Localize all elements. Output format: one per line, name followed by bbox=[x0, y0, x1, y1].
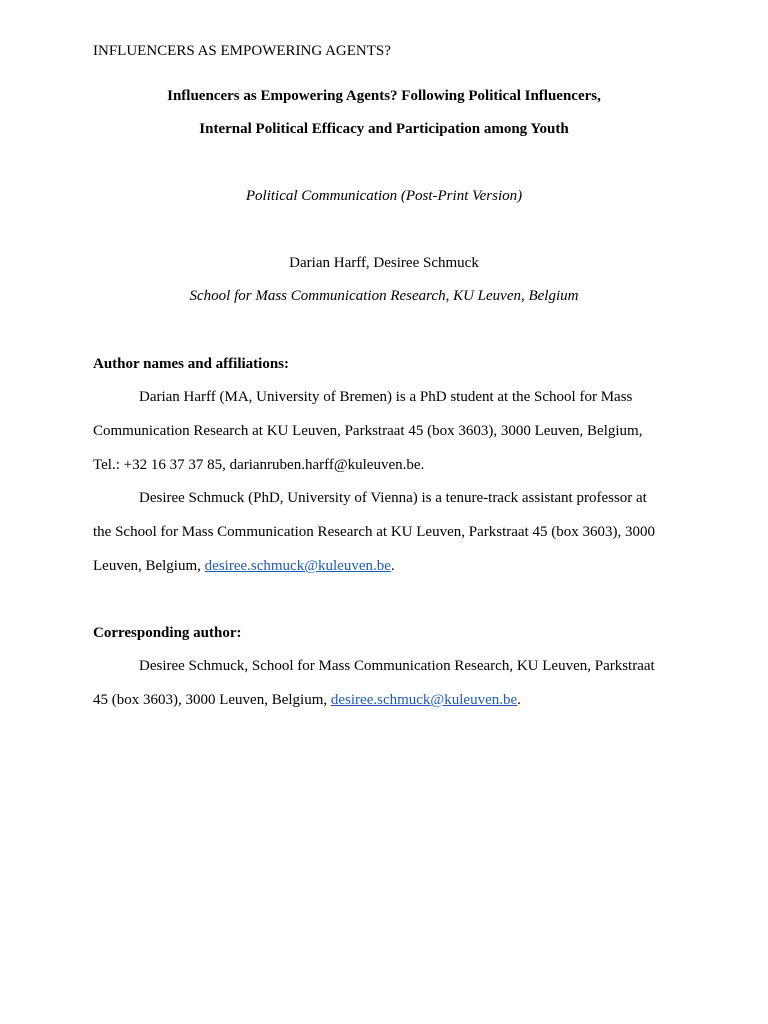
harff-line-3: Tel.: +32 16 37 37 85, darianruben.harff@kuleuven.be. bbox=[93, 457, 425, 473]
harff-line-1: Darian Harff (MA, University of Bremen) is a PhD student at the School for Mass bbox=[139, 389, 633, 405]
corresponding-line-1: Desiree Schmuck, School for Mass Communication Research, KU Leuven, Parkstraat bbox=[139, 658, 655, 674]
schmuck-line-3-suffix: . bbox=[390, 558, 395, 574]
corresponding-email-link[interactable]: desiree.schmuck@kuleuven.be bbox=[330, 692, 518, 708]
schmuck-line-1: Desiree Schmuck (PhD, University of Vienna) is a tenure-track assistant professor at bbox=[139, 490, 647, 506]
corresponding-line-2-suffix: . bbox=[517, 692, 521, 708]
schmuck-line-3-prefix: Leuven, Belgium, bbox=[93, 558, 205, 574]
title-line-2: Internal Political Efficacy and Participation among Youth bbox=[199, 121, 569, 137]
schmuck-email-link[interactable]: desiree.schmuck@kuleuven.be bbox=[204, 558, 391, 574]
author-names: Darian Harff, Desiree Schmuck bbox=[289, 255, 479, 271]
schmuck-line-3 bbox=[93, 559, 395, 574]
affiliations-heading: Author names and affiliations: bbox=[93, 356, 289, 372]
schmuck-line-2: the School for Mass Communication Research at KU Leuven, Parkstraat 45 (box 3603), 3000 bbox=[93, 524, 655, 540]
corresponding-line-2-prefix: 45 (box 3603), 3000 Leuven, Belgium, bbox=[93, 692, 331, 708]
title-line-1: Influencers as Empowering Agents? Following Political Influencers, bbox=[167, 88, 601, 104]
harff-line-2: Communication Research at KU Leuven, Parkstraat 45 (box 3603), 3000 Leuven, Belgium, bbox=[93, 423, 643, 439]
running-head: INFLUENCERS AS EMPOWERING AGENTS? bbox=[93, 43, 391, 59]
version-note: Political Communication (Post-Print Version) bbox=[245, 188, 523, 204]
corresponding-line-2 bbox=[93, 693, 521, 708]
author-affiliation: School for Mass Communication Research, KU Leuven, Belgium bbox=[189, 288, 579, 304]
corresponding-heading: Corresponding author: bbox=[93, 625, 242, 641]
